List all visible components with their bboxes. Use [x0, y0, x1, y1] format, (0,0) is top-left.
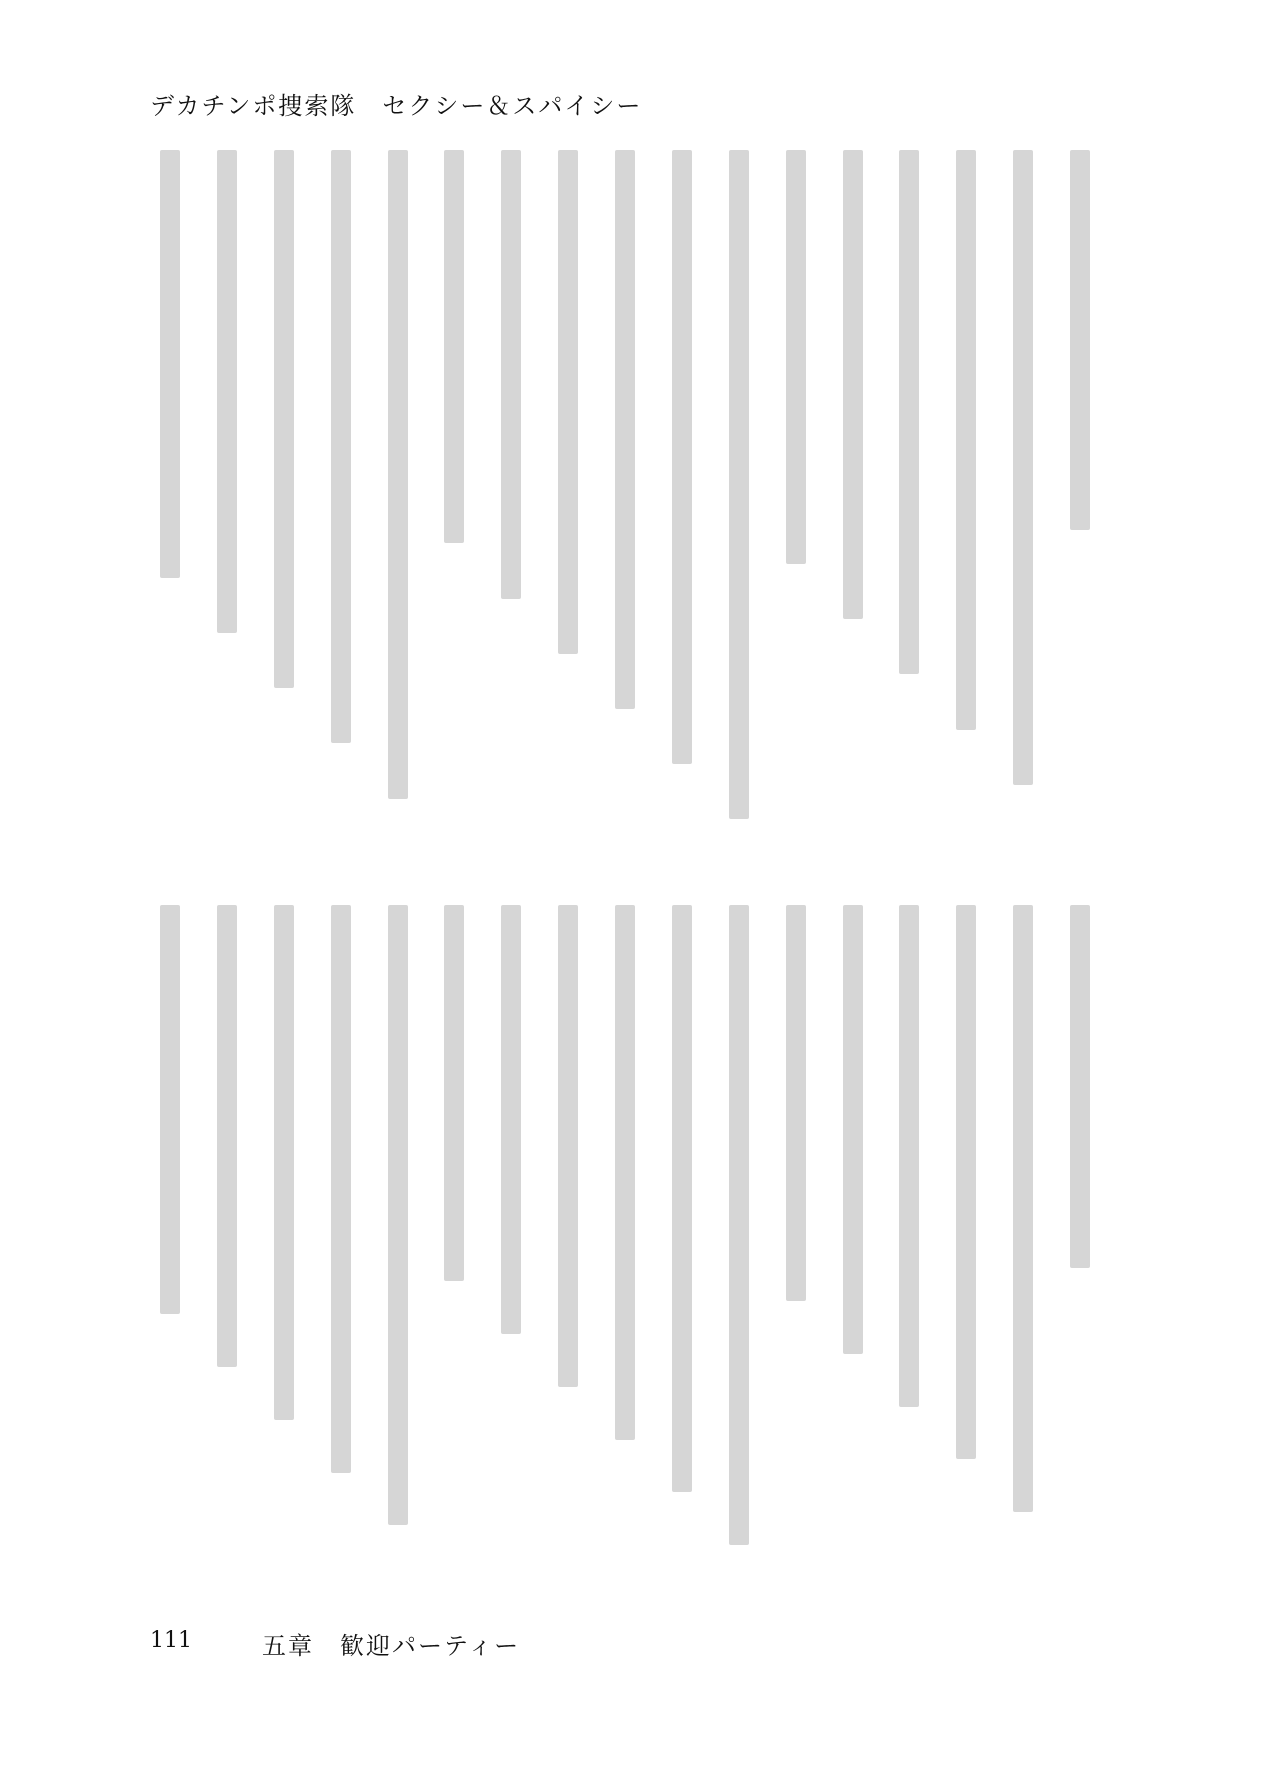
redacted-text-column — [1013, 150, 1033, 785]
redacted-text-column — [956, 905, 976, 1459]
redacted-text-column — [672, 905, 692, 1492]
redacted-text-column — [615, 905, 635, 1440]
redacted-text-column — [843, 905, 863, 1354]
redacted-text-column — [331, 905, 351, 1473]
redacted-text-column — [160, 905, 180, 1314]
redacted-text-column — [274, 905, 294, 1420]
redacted-text-column — [1070, 905, 1090, 1268]
text-block-bottom-redacted — [160, 905, 1090, 1565]
redacted-text-column — [786, 905, 806, 1301]
redacted-text-column — [1070, 150, 1090, 530]
redacted-text-column — [274, 150, 294, 688]
text-block-top-redacted — [160, 150, 1090, 840]
chapter-title: 五章 歓迎パーティー — [262, 1632, 521, 1660]
redacted-text-column — [160, 150, 180, 578]
redacted-text-column — [217, 905, 237, 1367]
redacted-text-column — [1013, 905, 1033, 1512]
redacted-text-column — [786, 150, 806, 564]
page-number: 111 — [150, 1628, 192, 1653]
redacted-text-column — [501, 150, 521, 599]
running-header: デカチンポ捜索隊 セクシー＆スパイシー — [150, 92, 643, 120]
redacted-text-column — [331, 150, 351, 743]
redacted-text-column — [672, 150, 692, 764]
redacted-text-column — [843, 150, 863, 619]
redacted-text-column — [729, 150, 749, 819]
redacted-text-column — [558, 150, 578, 654]
redacted-text-column — [729, 905, 749, 1545]
redacted-text-column — [388, 905, 408, 1525]
redacted-text-column — [501, 905, 521, 1334]
redacted-text-column — [217, 150, 237, 633]
redacted-text-column — [899, 905, 919, 1407]
redacted-text-column — [558, 905, 578, 1387]
redacted-text-column — [388, 150, 408, 799]
redacted-text-column — [444, 905, 464, 1281]
redacted-text-column — [956, 150, 976, 730]
redacted-text-column — [615, 150, 635, 709]
redacted-text-column — [899, 150, 919, 674]
redacted-text-column — [444, 150, 464, 543]
